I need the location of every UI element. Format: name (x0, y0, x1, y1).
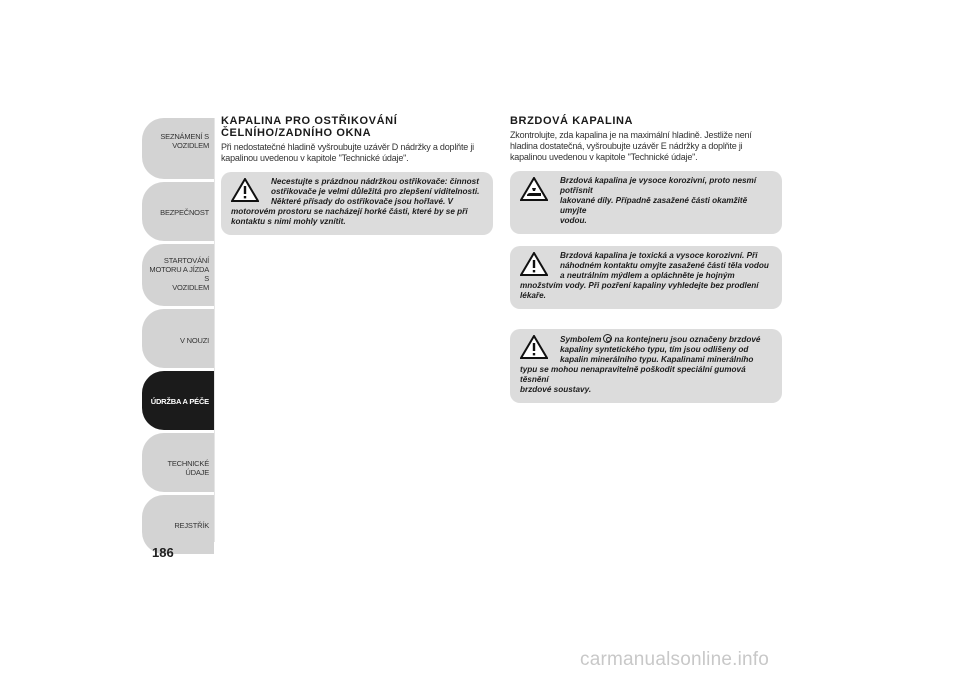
warning-triangle-icon (520, 252, 548, 276)
section-heading: BRZDOVÁ KAPALINA (510, 115, 634, 127)
tab-bezpecnost[interactable]: BEZPEČNOST (142, 182, 214, 241)
warning-text-full: motorovém prostoru se nacházejí horké části, které by se při kontaktu s nimi mohly vznítit. (231, 207, 468, 226)
warning-box (510, 329, 782, 403)
brake-fluid-symbol-icon (603, 334, 612, 343)
sidebar-divider (214, 118, 215, 542)
tab-v-nouzi[interactable]: V NOUZI (142, 309, 214, 368)
tab-seznameni-s-vozidlem[interactable]: SEZNÁMENÍ S VOZIDLEM (142, 118, 214, 179)
watermark: carmanualsonline.info (580, 649, 770, 670)
warning-text-full: typu se mohou nenapravitelně poškodit speciální gumová těsnění brzdové soustavy. (520, 365, 746, 394)
symbol-prefix: Symbolem (560, 335, 602, 344)
section-heading: KAPALINA PRO OSTŘIKOVÁNÍ ČELNÍHO/ZADNÍHO OKNA (221, 115, 398, 139)
tab-rejstrik[interactable]: REJSTŘÍK (142, 495, 214, 554)
tab-startovani[interactable]: STARTOVÁNÍ MOTORU A JÍZDA S VOZIDLEM (142, 244, 214, 306)
warning-text-indented: kapaliny syntetického typu, tím jsou odlišeny od kapalin minerálního typu. Kapalinami minerálního (560, 345, 754, 364)
warning-text-indented: Brzdová kapalina je vysoce korozivní, proto nesmí potřísnit lakované díly. Případně zasažené části okamžitě umyjte vodou. (560, 176, 757, 225)
section-body: Při nedostatečné hladině vyšroubujte uzávěr D nádržky a doplňte ji kapalinou uvedenou v kapitole "Technické údaje". (221, 142, 474, 163)
chapter-sidebar (142, 118, 214, 557)
washer-fluid-section (221, 115, 493, 247)
brake-fluid-section (510, 115, 782, 415)
symbol-suffix: na kontejneru jsou označeny brzdové (614, 335, 761, 344)
warning-symbol-line (520, 334, 774, 345)
warning-triangle-icon (231, 178, 259, 202)
warning-text-indented: Necestujte s prázdnou nádržkou ostřikovače: činnost ostřikovače je velmi důležitá pro zlepšení viditelnosti. Některé přísady do ostřikovače jsou hořlavé. V (271, 177, 480, 206)
tab-technicke-udaje[interactable]: TECHNICKÉ ÚDAJE (142, 433, 214, 492)
warning-box (221, 172, 493, 235)
tab-udrzba-a-pece[interactable]: ÚDRŽBA A PÉČE (142, 371, 214, 430)
warning-box (510, 171, 782, 234)
warning-box (510, 246, 782, 309)
warning-text-full: množstvím vody. Při pozření kapaliny vyhledejte bez prodlení lékaře. (520, 281, 759, 300)
page-number: 186 (152, 545, 174, 560)
warning-triangle-icon (520, 335, 548, 359)
section-body: Zkontrolujte, zda kapalina je na maximální hladině. Jestliže není hladina dostatečná, vyšroubujte uzávěr E nádržky a doplňte ji kapalinou uvedenou v kapitole "Technické údaje". (510, 130, 752, 162)
warning-text-indented: Brzdová kapalina je toxická a vysoce korozivní. Při náhodném kontaktu omyjte zasažené části těla vodou a neutrálním mýdlem a opláchněte je hojným (560, 251, 769, 280)
corrosive-hand-icon (520, 177, 548, 201)
